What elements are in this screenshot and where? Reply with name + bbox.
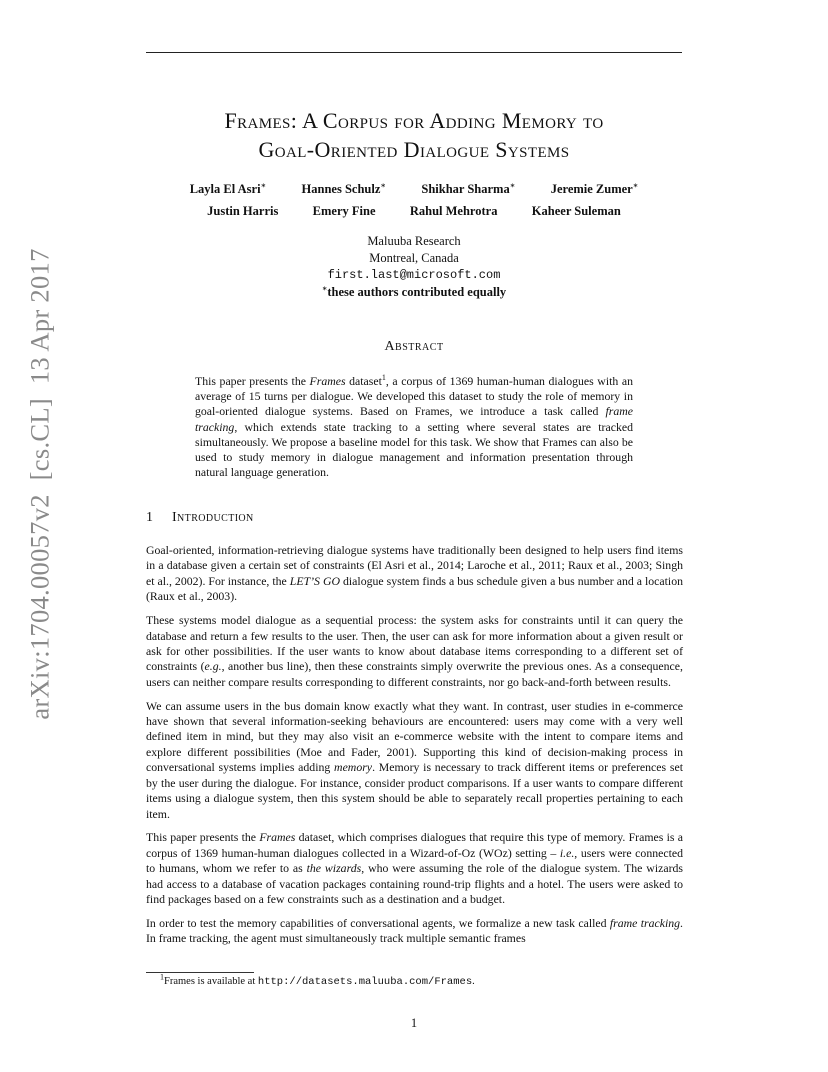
paragraph: These systems model dialogue as a sequential process: the system asks for constraints until it can query the database and return a few results to the user. Then, the user can ask for more information about a given result or ask for other possibilities. If the user wants to know about database items corresponding to a different set of constraints (e.g., another bus line), then these constraints simply overwrite the previous ones. As a consequence, users can neither compare results corresponding to different constraints, nor go back-and-forth between results. xyxy=(146,613,683,689)
email: first.last@microsoft.com xyxy=(327,268,501,282)
paragraph: In order to test the memory capabilities of conversational agents, we formalize a new task called frame tracking. In frame tracking, the agent must simultaneously track multiple semantic frames xyxy=(146,915,683,946)
section-title: Introduction xyxy=(172,510,254,525)
paragraph: This paper presents the Frames dataset, which comprises dialogues that require this type of memory. Frames is a corpus of 1369 human-human dialogues collected in a Wizard-of-Oz (WOz) setting – i.e., users were connected to humans, whom we refer to as the wizards, who were assuming the role of the dialogue system. The wizards had access to a database of vacation packages containing round-trip flights and a hotel. The users were asked to find packages based on a few constraints such as a destination and a budget. xyxy=(146,830,683,907)
equal-contribution-note: ∗these authors contributed equally xyxy=(321,283,507,299)
page-number: 1 xyxy=(410,1016,418,1030)
author: Emery Fine xyxy=(312,204,376,218)
author: Hannes Schulz∗ xyxy=(301,180,386,196)
section-number: 1 xyxy=(146,510,154,525)
abstract-text: This paper presents the Frames dataset$^1$, a corpus of 1369 human-human dialogues with an average of 15 turns per dialogue. We developed this dataset to study the role of memory in goal-oriented dialogue systems. Based on Frames, we introduce a task called frame tracking, which extends state tracking to a setting where several states are tracked simultaneously. We propose a baseline model for this task. We show that Frames can also be used to study memory in dialogue management and information presentation through natural language generation. xyxy=(195,373,633,480)
footnote-ref: 1 xyxy=(381,373,386,383)
location: Montreal, Canada xyxy=(369,251,459,265)
section-heading xyxy=(146,510,254,526)
affiliation xyxy=(146,233,682,301)
author: Shikhar Sharma∗ xyxy=(421,180,516,196)
paper-title xyxy=(146,106,682,164)
abstract-heading: Abstract xyxy=(384,339,444,354)
top-rule xyxy=(146,52,682,53)
paragraph: Goal-oriented, information-retrieving dialogue systems have traditionally been designed to help users find items in a database given a certain set of constraints (El Asri et al., 2014; Laroche et al., 2011; Raux et al., 2003; Singh et al., 2002). For instance, the LET’S GO dialogue system finds a bus schedule given a bus number and a location (Raux et al., 2003). xyxy=(146,543,683,604)
organization: Maluuba Research xyxy=(367,234,461,248)
author: Rahul Mehrotra xyxy=(409,204,498,218)
author-row xyxy=(146,204,682,226)
author: Justin Harris xyxy=(207,204,279,218)
title-line-2: Goal-Oriented Dialogue Systems xyxy=(258,137,570,162)
arxiv-stamp: arXiv:1704.00057v2 [cs.CL] 13 Apr 2017 xyxy=(24,248,55,720)
author-row xyxy=(146,182,682,204)
title-line-1: Frames: A Corpus for Adding Memory to xyxy=(224,108,604,133)
author: Layla El Asri∗ xyxy=(189,180,267,196)
dataset-link[interactable]: http://datasets.maluuba.com/Frames xyxy=(257,976,473,988)
paragraph: We can assume users in the bus domain know exactly what they want. In contrast, user studies in e-commerce have shown that several information-seeking behaviours are encountered: users may come with a very well defined item in mind, but they may also visit an e-commerce website with the intent to compare items and explore different possibilities (Moe and Fader, 2001). Supporting this kind of decision-making process in conversational systems implies adding memory. Memory is necessary to track different items or preferences set by the user during the dialogue. For instance, consider product comparisons. If a user wants to compare different items using a dialogue system, then this system should be able to separately recall properties pertaining to each item. xyxy=(146,698,683,821)
introduction-body xyxy=(146,543,683,955)
author: Jeremie Zumer∗ xyxy=(550,180,639,196)
footnote: $^1$Frames is available at http://datasets.maluuba.com/Frames. xyxy=(160,972,475,988)
author-list xyxy=(146,182,682,226)
author: Kaheer Suleman xyxy=(531,204,621,218)
